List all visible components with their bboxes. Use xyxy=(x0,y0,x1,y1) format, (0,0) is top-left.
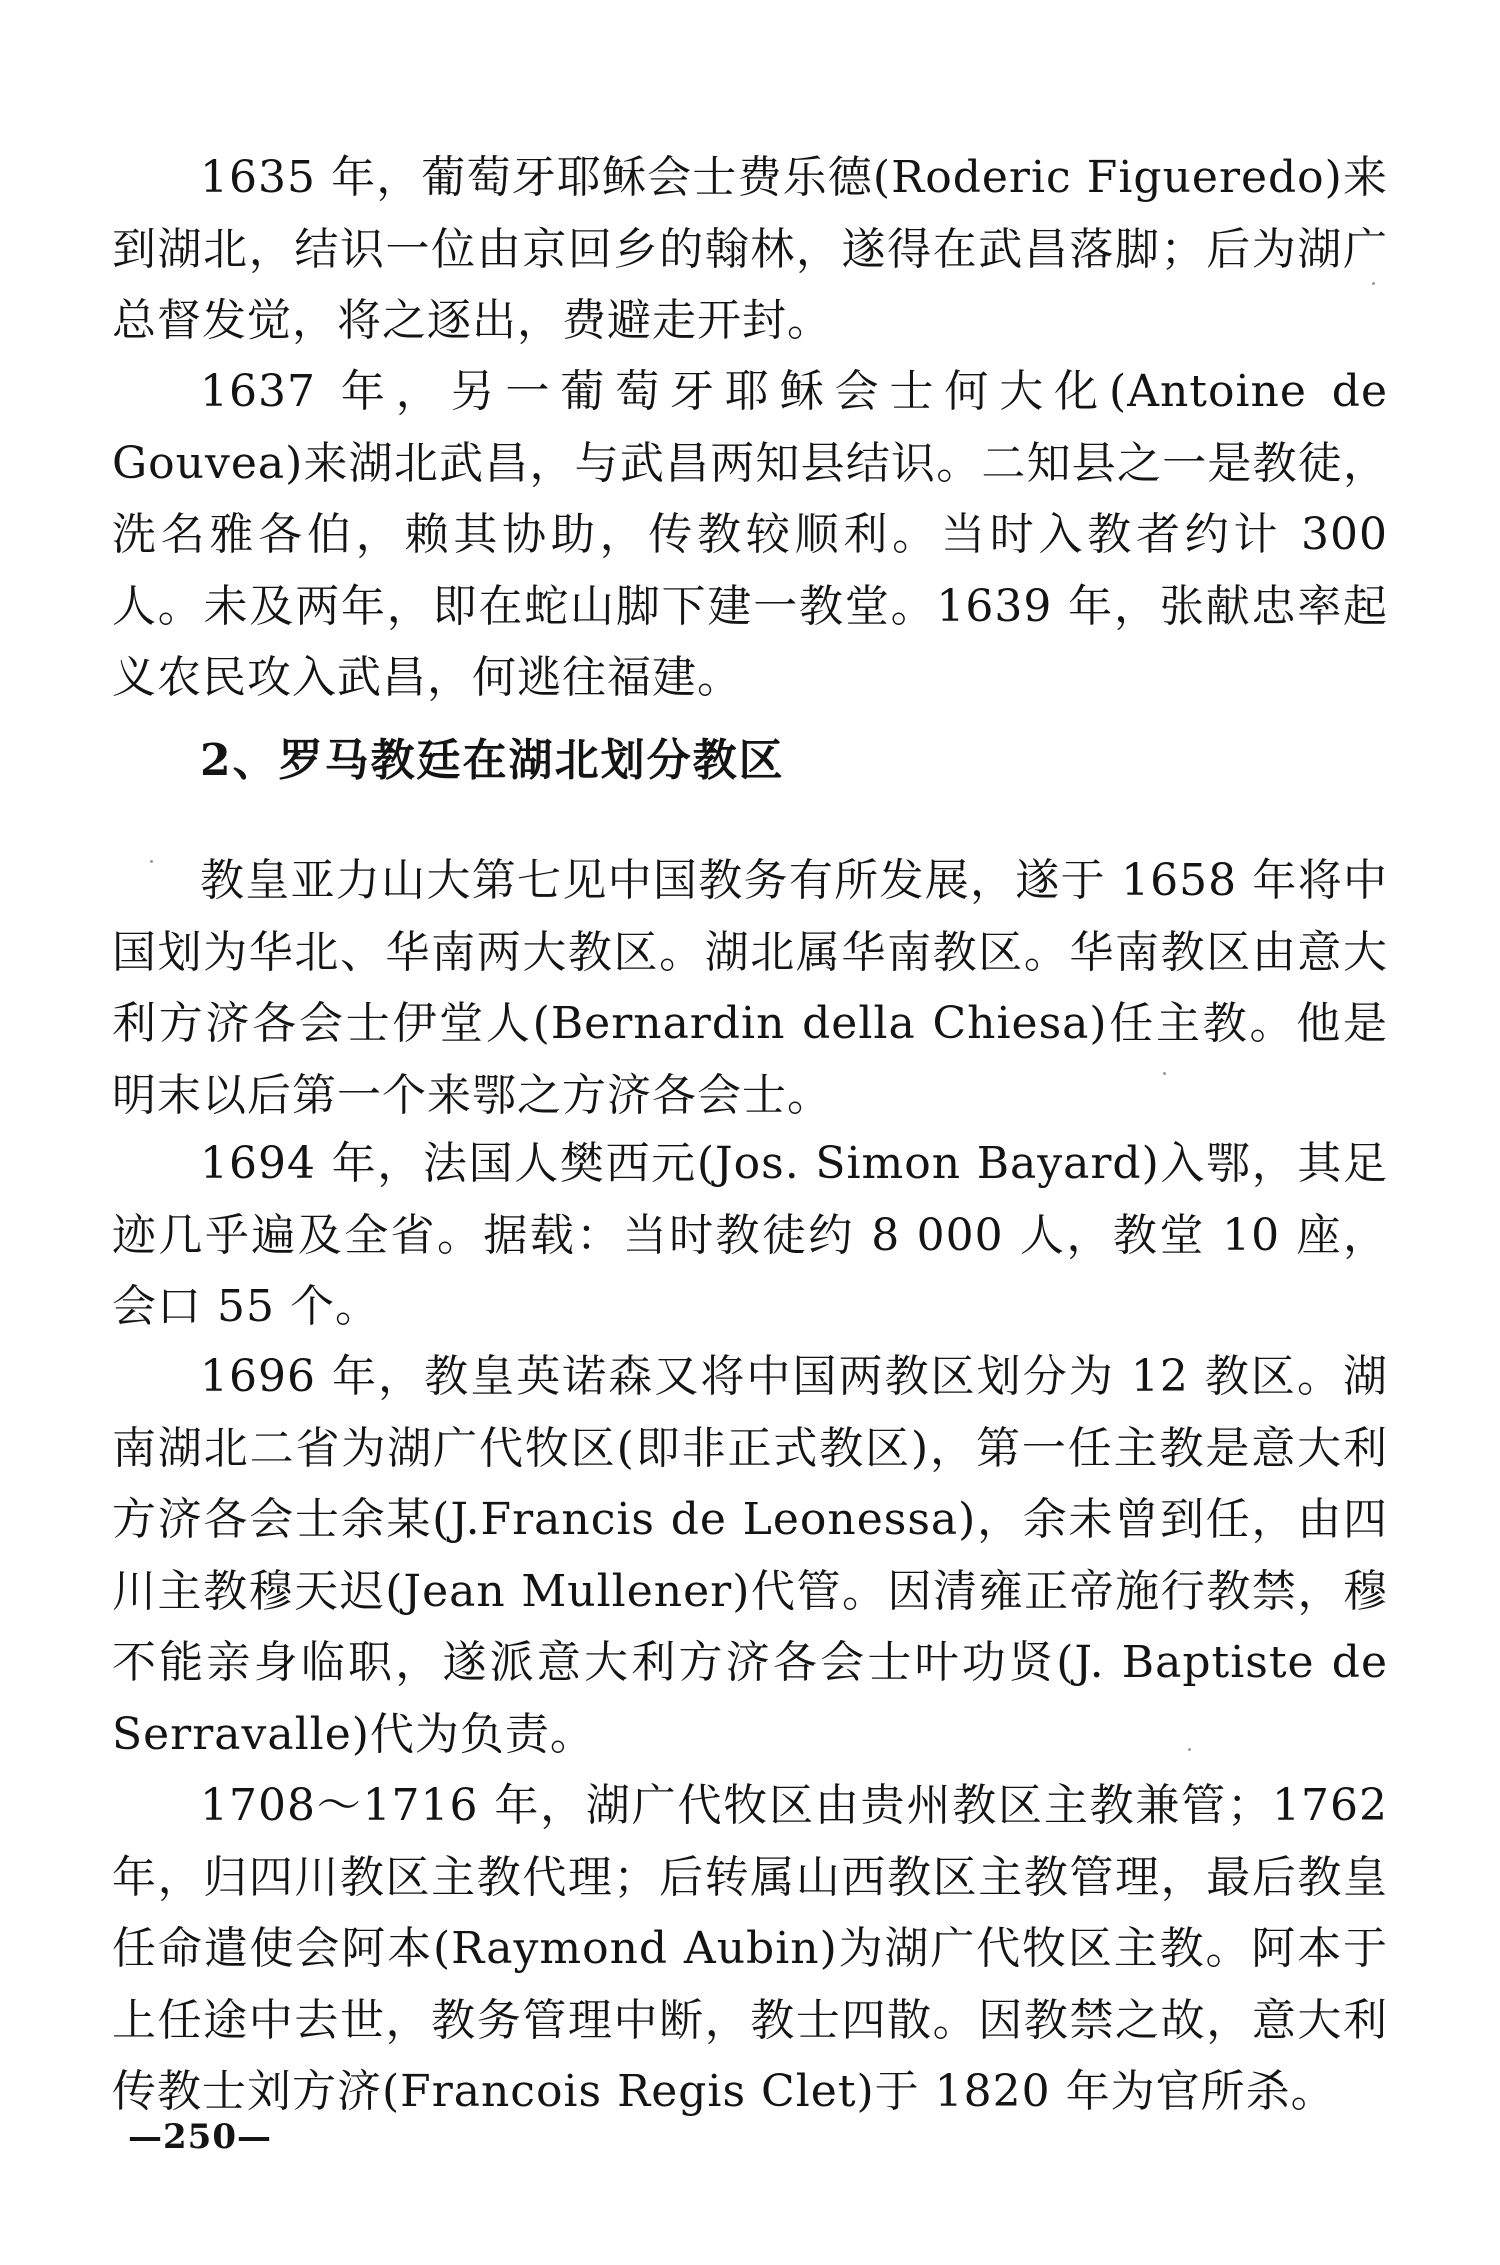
paragraph-1694-bayard: 1694 年，法国人樊西元(Jos. Simon Bayard)入鄂，其足迹几乎遍及全省。据载：当时教徒约 8 000 人，教堂 10 座，会口 55 个。 xyxy=(112,1138,1388,1332)
page-number: —250— xyxy=(128,2117,272,2157)
paragraph-gouvea: 1637 年，另一葡萄牙耶稣会士何大化(Antoine de Gouvea)来湖北武昌，与武昌两知县结识。二知县之一是教徒，洗名雅各伯，赖其协助，传教较顺利。当时入教者约计 300 人。未及两年，即在蛇山脚下建一教堂。1639 年，张献忠率起义农民攻入武昌，何逃往福建。 xyxy=(112,366,1388,703)
scan-speck xyxy=(1163,1072,1166,1075)
scan-speck xyxy=(1188,1748,1191,1751)
paragraph-1708-1820: 1708～1716 年，湖广代牧区由贵州教区主教兼管；1762 年，归四川教区主教代理；后转属山西教区主教管理，最后教皇任命遣使会阿本(Raymond Aubin)为湖广代牧区主教。阿本于上任途中去世，教务管理中断，教士四散。因教禁之故，意大利传教士刘方济(Francois Regis Clet)于 1820 年为官所杀。 xyxy=(112,1780,1388,2117)
paragraph-1696-vicariate: 1696 年，教皇英诺森又将中国两教区划分为 12 教区。湖南湖北二省为湖广代牧区(即非正式教区)，第一任主教是意大利方济各会士余某(J.Francis de Leonessa)，余未曾到任，由四川主教穆天迟(Jean Mullener)代管。因清雍正帝施行教禁，穆不能亲身临职，遂派意大利方济各会士叶功贤(J. Baptiste de Serravalle)代为负责。 xyxy=(112,1351,1388,1760)
scan-speck xyxy=(150,860,153,863)
paragraph-1658-division: 教皇亚力山大第七见中国教务有所发展，遂于 1658 年将中国划为华北、华南两大教区。湖北属华南教区。华南教区由意大利方济各会士伊堂人(Bernardin della Chiesa)任主教。他是明末以后第一个来鄂之方济各会士。 xyxy=(112,855,1388,1121)
section-heading: 2、罗马教廷在湖北划分教区 xyxy=(200,735,785,786)
scan-speck xyxy=(1372,282,1375,285)
paragraph-figueredo: 1635 年，葡萄牙耶稣会士费乐德(Roderic Figueredo)来到湖北，结识一位由京回乡的翰林，遂得在武昌落脚；后为湖广总督发觉，将之逐出，费避走开封。 xyxy=(112,152,1388,346)
